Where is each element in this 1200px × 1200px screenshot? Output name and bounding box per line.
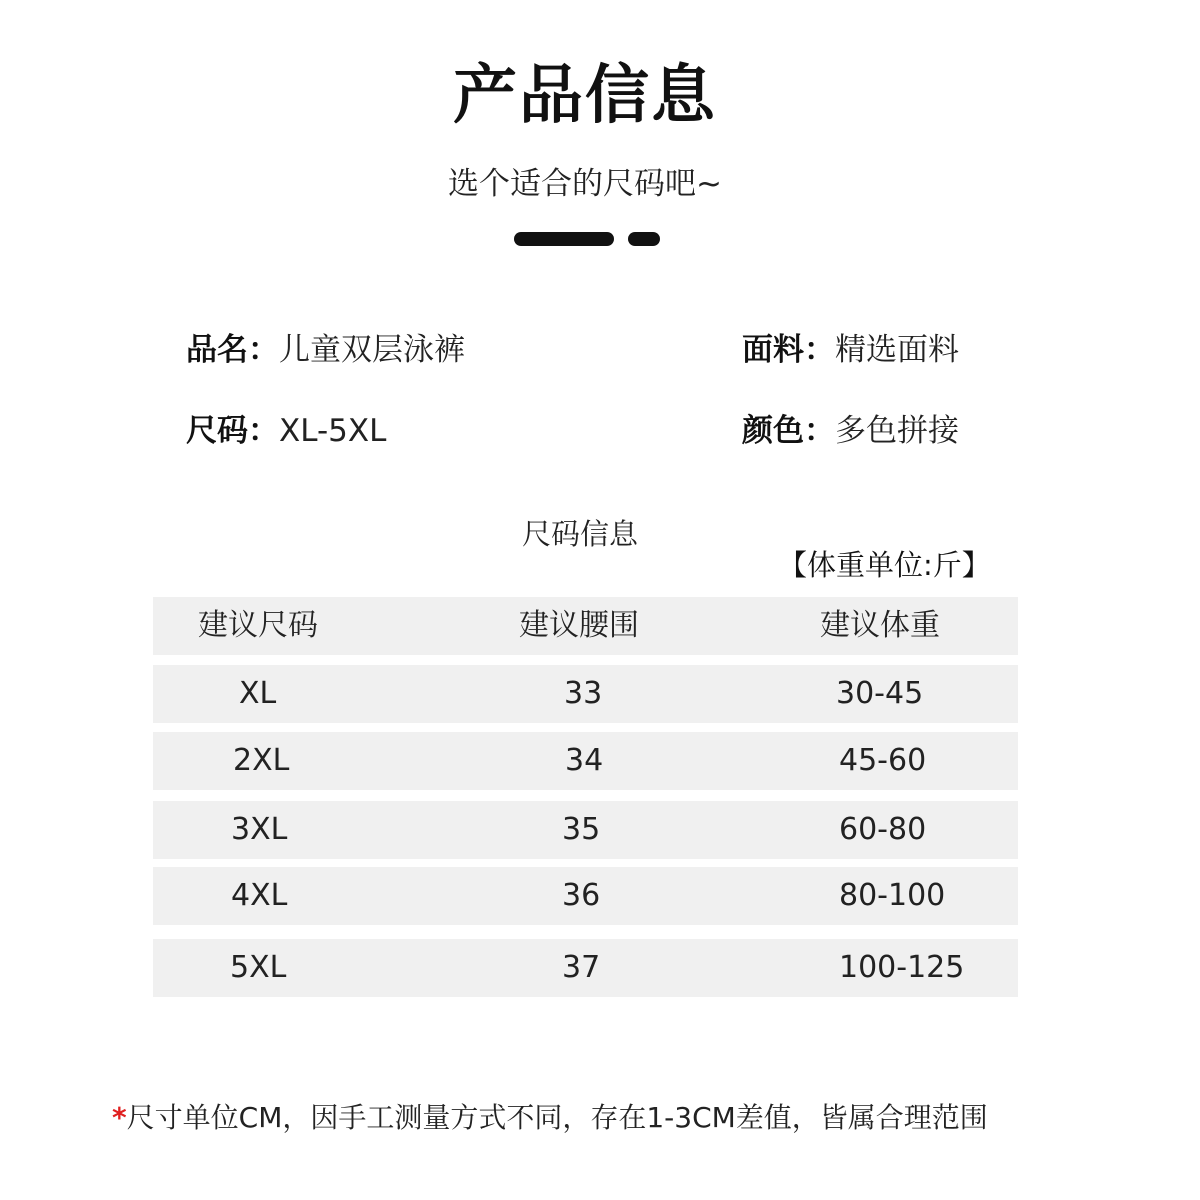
page-title: 产品信息 <box>453 59 717 133</box>
info-size-label: 尺码： <box>186 413 279 449</box>
divider-long <box>514 232 614 246</box>
info-product-name-value: 儿童双层泳裤 <box>279 332 465 368</box>
size-section-title: 尺码信息 <box>522 517 639 551</box>
table-cell-waist: 34 <box>565 743 604 778</box>
table-row <box>153 939 1018 997</box>
info-size <box>186 405 386 450</box>
divider-short <box>628 232 660 246</box>
table-cell-size: XL <box>239 676 277 711</box>
info-color-label: 颜色： <box>742 413 835 449</box>
table-cell-weight: 100-125 <box>839 950 965 985</box>
measurement-footnote <box>112 1096 988 1136</box>
info-fabric-value: 精选面料 <box>835 332 959 368</box>
info-size-value: XL-5XL <box>279 413 387 449</box>
column-header-waist: 建议腰围 <box>519 608 639 643</box>
footnote-text: 尺寸单位CM，因手工测量方式不同，存在1-3CM差值，皆属合理范围 <box>126 1101 988 1134</box>
info-fabric-label: 面料： <box>742 332 835 368</box>
page-subtitle: 选个适合的尺码吧~ <box>448 166 722 202</box>
info-product-name-label: 品名： <box>186 332 279 368</box>
table-cell-weight: 80-100 <box>839 878 946 913</box>
table-cell-size: 3XL <box>231 812 288 847</box>
footnote-asterisk: * <box>112 1101 127 1134</box>
table-cell-weight: 60-80 <box>839 812 927 847</box>
table-cell-waist: 36 <box>562 878 601 913</box>
info-fabric <box>742 324 959 369</box>
table-row <box>153 867 1018 925</box>
table-cell-size: 4XL <box>231 878 288 913</box>
table-cell-weight: 30-45 <box>836 676 924 711</box>
table-row <box>153 801 1018 859</box>
table-header-row <box>153 597 1018 655</box>
column-header-size: 建议尺码 <box>198 608 318 643</box>
table-cell-waist: 33 <box>564 676 603 711</box>
table-cell-size: 5XL <box>230 950 287 985</box>
column-header-weight: 建议体重 <box>820 608 940 643</box>
info-product-name <box>186 324 465 369</box>
info-color-value: 多色拼接 <box>835 413 959 449</box>
info-color <box>742 405 959 450</box>
table-cell-size: 2XL <box>233 743 290 778</box>
table-cell-weight: 45-60 <box>839 743 927 778</box>
table-cell-waist: 35 <box>562 812 601 847</box>
table-row <box>153 665 1018 723</box>
table-cell-waist: 37 <box>562 950 601 985</box>
weight-unit-note: 【体重单位:斤】 <box>778 548 991 582</box>
table-row <box>153 732 1018 790</box>
